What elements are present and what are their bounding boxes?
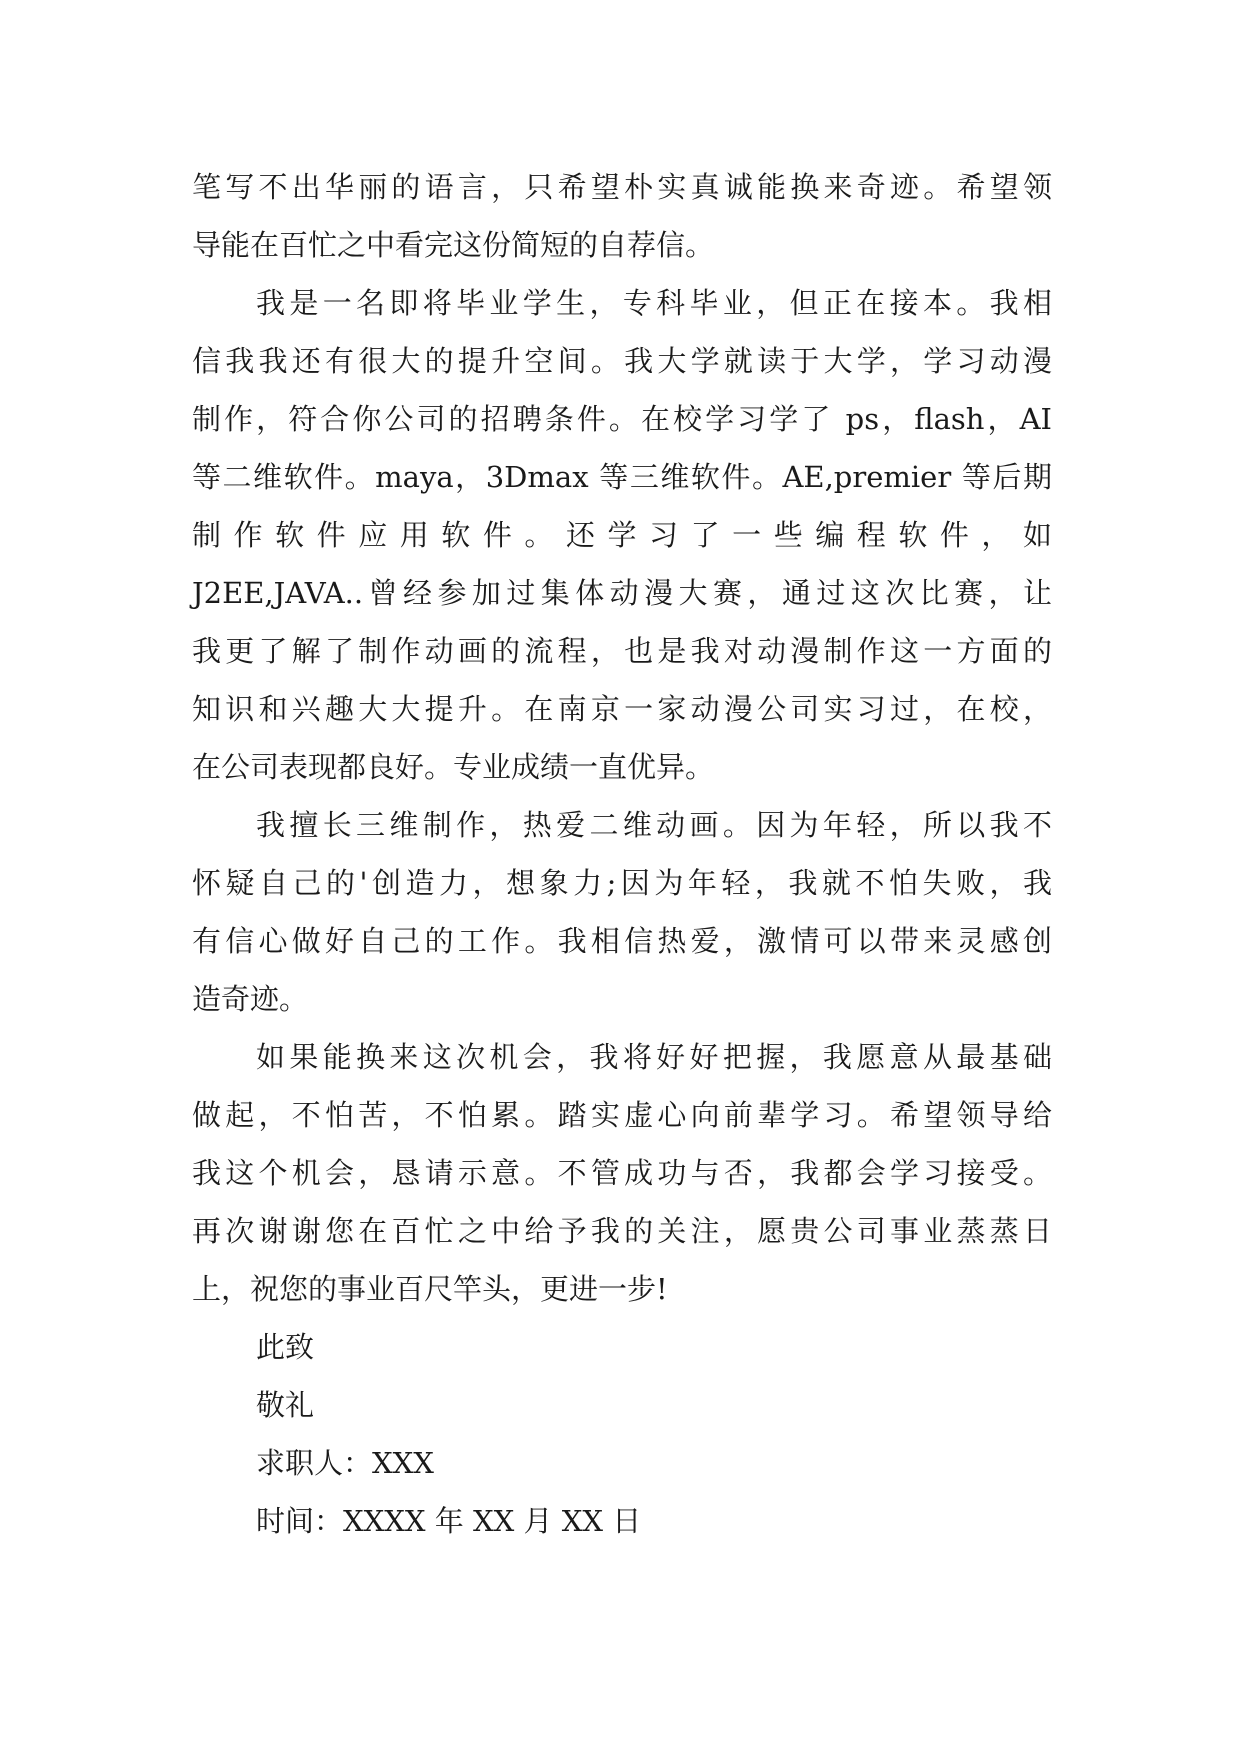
text-line: 制作，符合你公司的招聘条件。在校学习学了 ps，flash，AI xyxy=(192,402,1052,436)
paragraph-start-line: 如果能换来这次机会，我将好好把握，我愿意从最基础 xyxy=(256,1040,1052,1074)
text-line: 信我我还有很大的提升空间。我大学就读于大学，学习动漫 xyxy=(192,344,1052,378)
text-line: 在公司表现都良好。专业成绩一直优异。 xyxy=(192,750,715,784)
text-line: 我这个机会，恳请示意。不管成功与否，我都会学习接受。 xyxy=(192,1156,1052,1190)
text-line: 怀疑自己的'创造力，想象力;因为年轻，我就不怕失败，我 xyxy=(192,866,1052,900)
text-line: 做起，不怕苦，不怕累。踏实虚心向前辈学习。希望领导给 xyxy=(192,1098,1052,1132)
letter-body xyxy=(192,158,1052,1550)
text-line: 等二维软件。maya，3Dmax 等三维软件。AE,premier 等后期 xyxy=(192,460,1052,494)
closing-regards: 敬礼 xyxy=(256,1388,315,1422)
paragraph-start-line: 我是一名即将毕业学生，专科毕业，但正在接本。我相 xyxy=(256,286,1052,320)
text-line: 我更了解了制作动画的流程，也是我对动漫制作这一方面的 xyxy=(192,634,1052,668)
text-line: 再次谢谢您在百忙之中给予我的关注，愿贵公司事业蒸蒸日 xyxy=(192,1214,1052,1248)
applicant-signature: 求职人：XXX xyxy=(256,1446,434,1480)
text-line: 笔写不出华丽的语言，只希望朴实真诚能换来奇迹。希望领 xyxy=(192,170,1052,204)
text-line: 制作软件应用软件。还学习了一些编程软件，如 xyxy=(192,518,1052,552)
text-line: J2EE,JAVA..曾经参加过集体动漫大赛，通过这次比赛，让 xyxy=(192,576,1052,610)
letter-date: 时间：XXXX 年 XX 月 XX 日 xyxy=(256,1504,642,1538)
text-line: 有信心做好自己的工作。我相信热爱，激情可以带来灵感创 xyxy=(192,924,1052,958)
text-line: 知识和兴趣大大提升。在南京一家动漫公司实习过，在校， xyxy=(192,692,1052,726)
text-line: 造奇迹。 xyxy=(192,982,309,1016)
text-line: 上，祝您的事业百尺竿头，更进一步! xyxy=(192,1272,668,1306)
closing-salutation: 此致 xyxy=(256,1330,315,1364)
paragraph-start-line: 我擅长三维制作，热爱二维动画。因为年轻，所以我不 xyxy=(256,808,1052,842)
text-line: 导能在百忙之中看完这份简短的自荐信。 xyxy=(192,228,715,262)
